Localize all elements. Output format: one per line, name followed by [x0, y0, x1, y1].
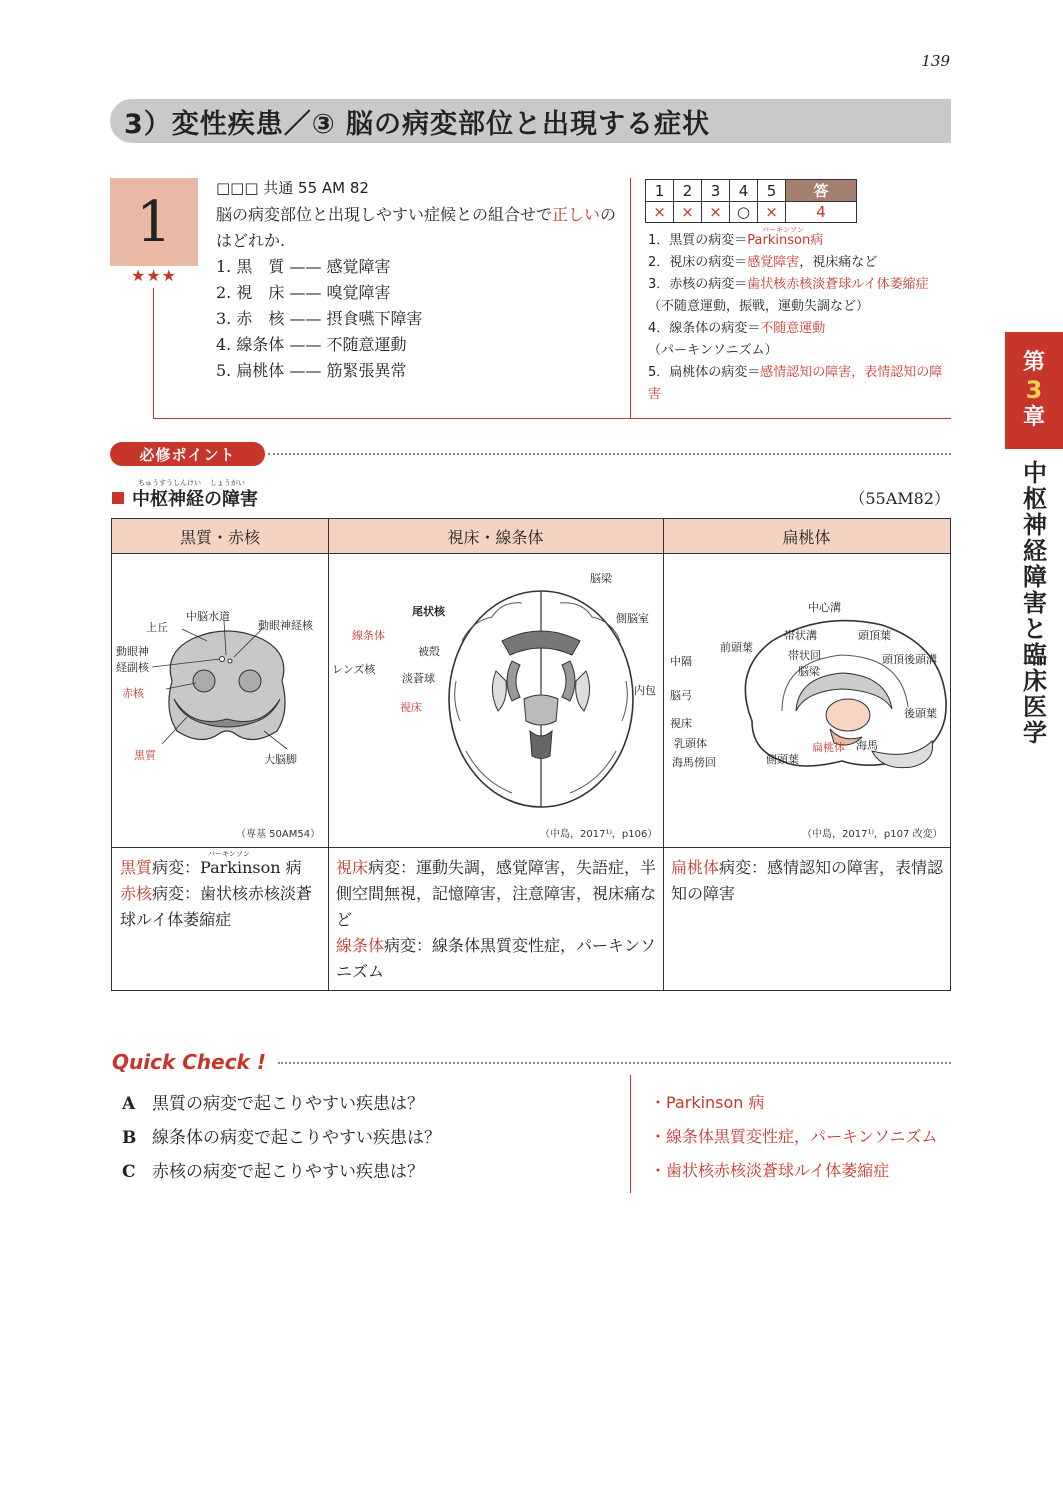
page-title: 3）変性疾患／③ 脳の病変部位と出現する症状 — [110, 99, 951, 143]
fig-label: 脳弓 — [670, 689, 692, 702]
figure-caption: （中島，2017¹⁾，p107 改変） — [802, 829, 943, 840]
quick-check-question: B 線条体の病変で起こりやすい疾患は？ — [122, 1128, 441, 1148]
answer-divider — [630, 178, 631, 418]
quick-check-question: C 赤核の病変で起こりやすい疾患は？ — [122, 1162, 424, 1182]
table-header: 視床・線条体 — [328, 519, 663, 554]
fig-label: 側頭葉 — [766, 753, 799, 766]
fig-label: 帯状回 — [788, 649, 821, 662]
fig-label: 脳梁 — [590, 572, 612, 585]
choice-1: 1. 黒 質 —— 感覚障害 — [216, 257, 391, 276]
fig-label: 視床 — [670, 717, 692, 730]
answer-num: 4 — [730, 180, 758, 202]
fig-label: 脳梁 — [798, 665, 820, 678]
choice-4: 4. 線条体 —— 不随意運動 — [216, 335, 407, 354]
question-bracket-horizontal — [153, 418, 951, 419]
dotted-rule — [278, 1062, 951, 1064]
fig-label: 黒質 — [134, 749, 156, 762]
table-header: 黒質・赤核 — [112, 519, 328, 554]
quick-check-question: A 黒質の病変で起こりやすい疾患は？ — [122, 1094, 424, 1114]
explanation-3: 3．赤核の病変＝歯状核赤核淡蒼球ルイ体萎縮症（不随意運動，振戦，運動失調など） — [648, 277, 929, 314]
explanation-4: 4．線条体の病変＝不随意運動（パーキンソニズム） — [648, 321, 826, 358]
fig-label: 前頭葉 — [720, 641, 753, 654]
section-ruby: ちゅうすうしんけい しょうがい — [138, 479, 245, 487]
question-header: □□□ 共通 55 AM 82 — [216, 179, 369, 197]
explanation-1: 1．黒質の病変＝Parkinson病 — [648, 233, 824, 248]
fig-label: 赤核 — [122, 687, 144, 700]
answer-num: 1 — [646, 180, 674, 202]
table-divider — [112, 847, 950, 848]
fig-label: 帯状溝 — [784, 629, 817, 642]
fig-label: 中脳水道 — [186, 610, 230, 623]
fig-label: 海馬傍回 — [672, 756, 716, 769]
fig-label: 動眼神経核 — [258, 619, 313, 632]
explanation-5: 5．扁桃体の病変＝感情認知の障害，表情認知の障害 — [648, 365, 943, 402]
fig-label: 淡蒼球 — [402, 672, 435, 685]
section-reference: （55AM82） — [849, 489, 950, 508]
choice-2: 2. 視 床 —— 嗅覚障害 — [216, 283, 391, 302]
sagittal-brain-figure — [722, 611, 952, 781]
quick-check-title: Quick Check ! — [112, 1050, 266, 1074]
fig-label: 動眼神経副核 — [116, 645, 149, 674]
fig-label: 後頭葉 — [904, 707, 937, 720]
quick-check-answer: ・歯状核赤核淡蒼球ルイ体萎縮症 — [650, 1161, 890, 1180]
fig-label: 乳頭体 — [674, 737, 707, 750]
answer-table — [645, 179, 857, 223]
question-text: 脳の病変部位と出現しやすい症候との組合せで正しいのはどれか. — [216, 205, 617, 250]
question-emphasis: 正しい — [552, 205, 601, 224]
fig-label: 中隔 — [670, 655, 692, 668]
chapter-title-vertical: 中枢神経障害と臨床医学 — [1023, 459, 1047, 747]
choice-5: 5. 扁桃体 —— 筋緊張異常 — [216, 361, 407, 380]
cell-text-1: 黒質病変：Parkinson 病 赤核病変：歯状核赤核淡蒼球ルイ体萎縮症 — [120, 858, 313, 929]
fig-label: 内包 — [634, 684, 656, 697]
fig-label: 視床 — [400, 701, 422, 714]
dotted-rule — [268, 453, 951, 455]
hisshu-point-badge: 必修ポイント — [110, 442, 265, 466]
figure-caption: （中島，2017¹⁾，p106） — [540, 829, 658, 840]
midbrain-figure — [152, 619, 302, 759]
table-divider — [663, 519, 664, 990]
fig-label: 尾状核 — [412, 605, 445, 618]
answer-header: 答 — [786, 180, 857, 202]
answer-num: 3 — [702, 180, 730, 202]
cell-ruby: パーキンソン — [208, 850, 250, 858]
answer-mark: × — [702, 202, 730, 223]
fig-label: レンズ核 — [332, 663, 376, 676]
fig-label: 海馬 — [856, 739, 878, 752]
explanation-ruby: パーキンソン — [762, 226, 804, 234]
fig-label: 中心溝 — [808, 601, 841, 614]
fig-label: 頭頂葉 — [858, 629, 891, 642]
explanation-2: 2．視床の病変＝感覚障害，視床痛など — [648, 255, 878, 270]
answer-num: 2 — [674, 180, 702, 202]
page-number: 139 — [921, 52, 950, 70]
answer-num: 5 — [758, 180, 786, 202]
difficulty-stars: ★★★ — [130, 266, 178, 285]
question-number: 1 — [110, 178, 198, 266]
explanation-list — [648, 230, 952, 406]
fig-label: 扁桃体 — [812, 741, 845, 754]
question-bracket-vertical — [153, 288, 154, 418]
choice-list — [216, 254, 423, 384]
fig-label: 頭頂後頭溝 — [882, 653, 937, 666]
answer-mark: ○ — [730, 202, 758, 223]
quick-check-answer: ・線条体黒質変性症，パーキンソニズム — [650, 1127, 938, 1146]
fig-label: 側脳室 — [616, 612, 649, 625]
fig-label: 大脳脚 — [264, 753, 297, 766]
cell-text-2: 視床病変：運動失調，感覚障害，失語症，半側空間無視，記憶障害，注意障害，視床痛など 線条体病変：線条体黒質変性症，パーキンソニズム — [336, 858, 657, 981]
figure-caption: （専基 50AM54） — [236, 829, 321, 840]
fig-label: 被殻 — [418, 645, 440, 658]
cell-text-3: 扁桃体病変：感情認知の障害，表情認知の障害 — [671, 858, 944, 903]
section-square-icon — [112, 492, 124, 504]
summary-table — [111, 518, 951, 991]
answer-value: 4 — [786, 202, 857, 223]
table-header: 扁桃体 — [663, 519, 950, 554]
choice-3: 3. 赤 核 —— 摂食嚥下障害 — [216, 309, 423, 328]
answer-mark: × — [674, 202, 702, 223]
table-divider — [328, 519, 329, 990]
chapter-tab: 第 3 章 — [1005, 332, 1063, 449]
fig-label: 上丘 — [146, 621, 168, 634]
quick-check-divider — [630, 1075, 631, 1193]
answer-mark: × — [646, 202, 674, 223]
fig-label: 線条体 — [352, 629, 385, 642]
brain-section-figure — [442, 581, 640, 811]
quick-check-answer: ・Parkinson 病 — [650, 1093, 765, 1112]
answer-mark: × — [758, 202, 786, 223]
section-title: 中枢神経の障害 — [112, 485, 258, 511]
